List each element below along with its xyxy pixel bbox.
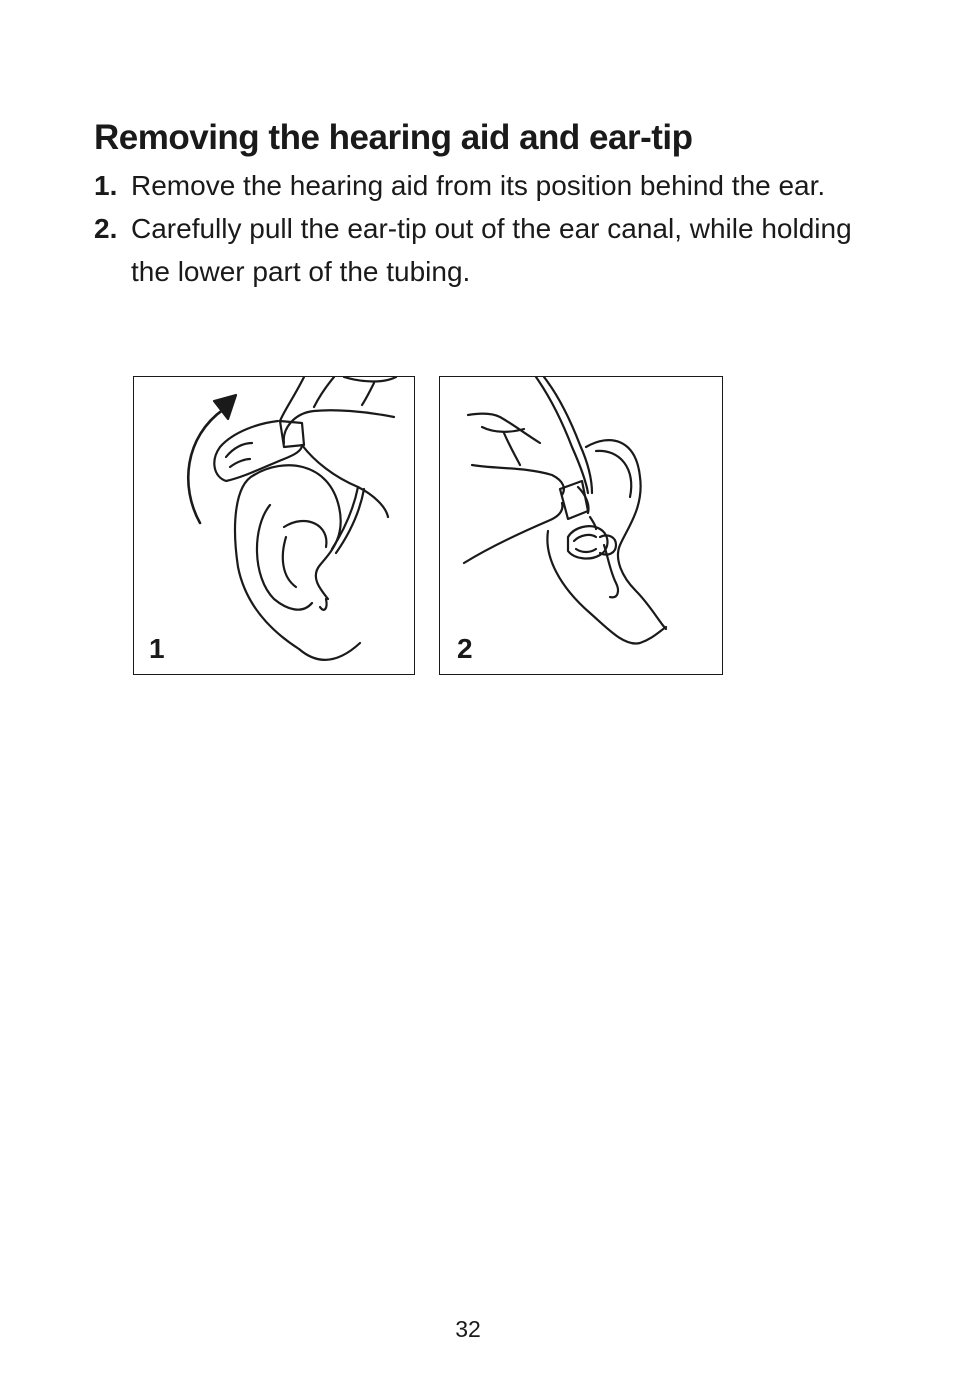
page-number: 32 bbox=[455, 1316, 481, 1342]
step-text: Remove the hearing aid from its position behind the ear. bbox=[131, 170, 826, 201]
ear-hearing-aid-removal-illustration bbox=[134, 377, 415, 675]
instruction-step bbox=[94, 164, 854, 207]
figure-label: 1 bbox=[149, 633, 165, 664]
figure-remove-hearing-aid bbox=[133, 376, 415, 675]
step-text: Carefully pull the ear-tip out of the ear canal, while holding the lower part of the tubing. bbox=[131, 213, 852, 287]
page-title: Removing the hearing aid and ear-tip bbox=[94, 118, 693, 157]
step-number: 1. bbox=[94, 170, 118, 201]
step-number: 2. bbox=[94, 213, 118, 244]
ear-tip-removal-illustration bbox=[440, 377, 723, 675]
instruction-list bbox=[94, 164, 854, 293]
figure-label: 2 bbox=[457, 633, 473, 664]
instruction-step bbox=[94, 207, 854, 293]
figure-remove-ear-tip bbox=[439, 376, 723, 675]
